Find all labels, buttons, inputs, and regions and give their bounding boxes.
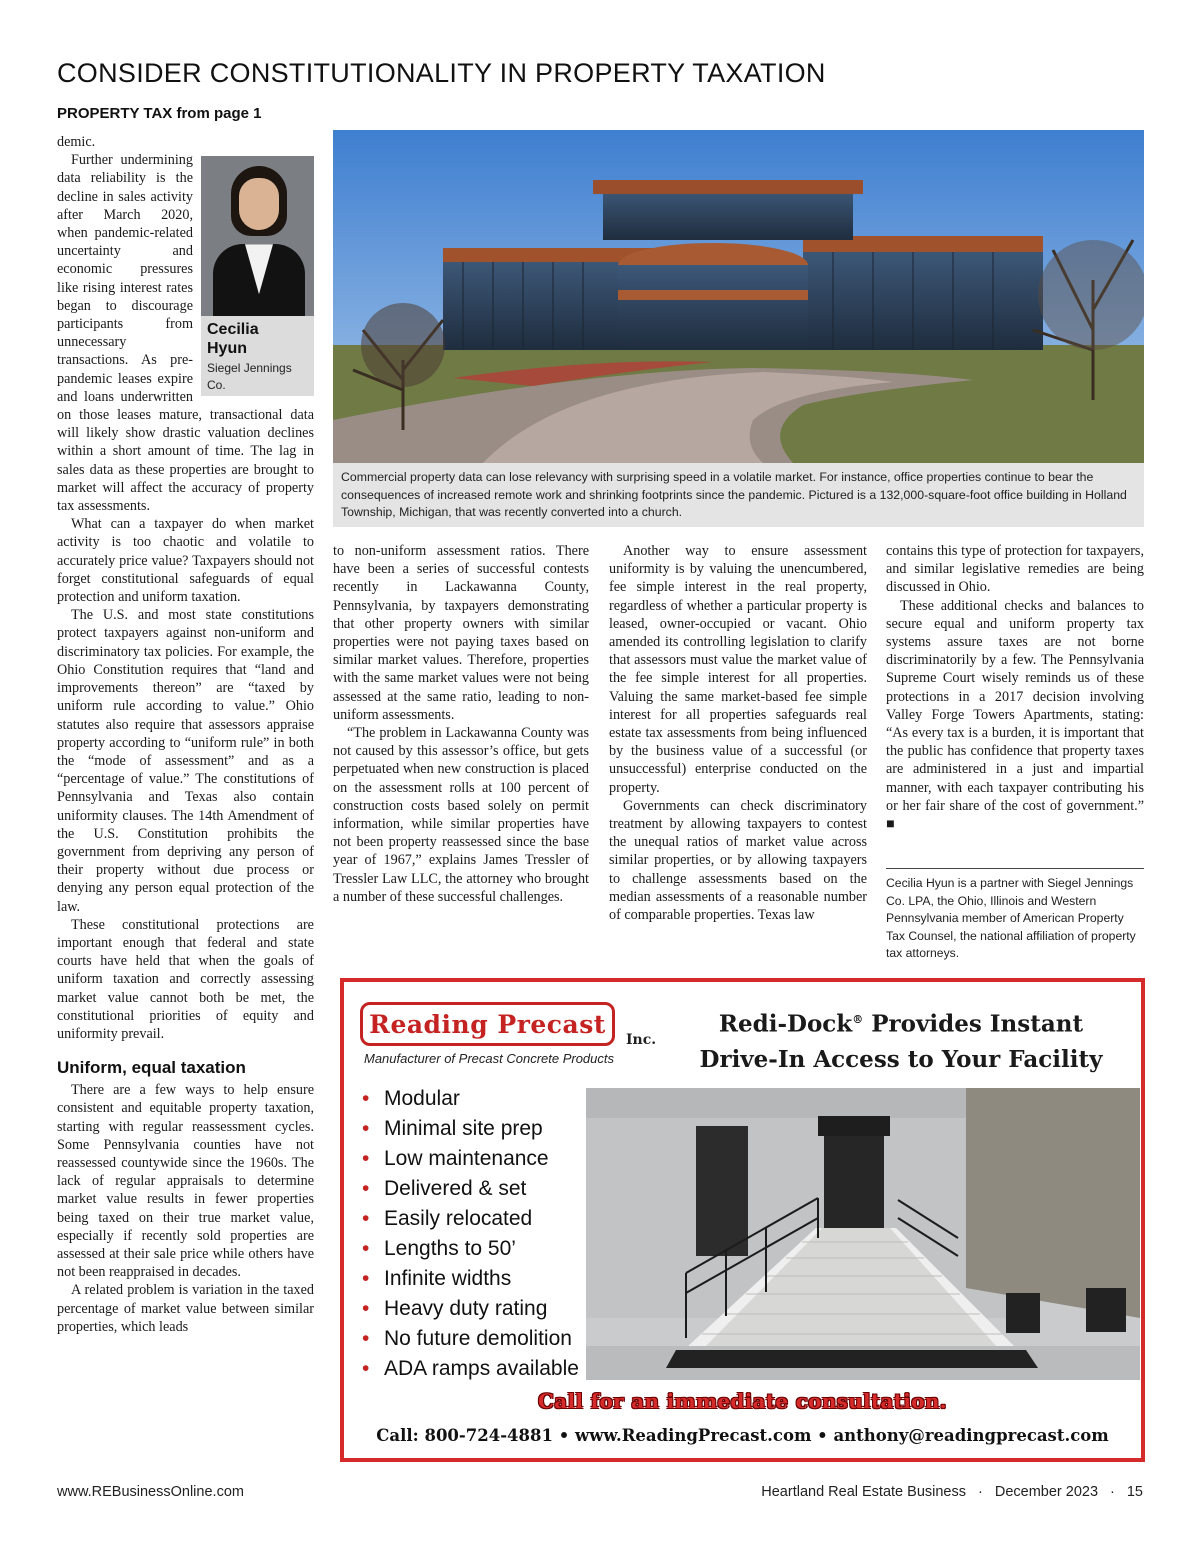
footer-publication-info: Heartland Real Estate Business · December 2023 · 15 bbox=[761, 1484, 1143, 1500]
ad-logo-text: Reading Precast bbox=[369, 1009, 606, 1039]
author-company: Siegel Jennings Co. bbox=[207, 361, 292, 393]
ad-headline: Redi-Dock® Provides Instant Drive-In Access to Your Facility bbox=[699, 1010, 1103, 1073]
article-column-3 bbox=[609, 542, 867, 972]
page-title: CONSIDER CONSTITUTIONALITY IN PROPERTY TAXATION bbox=[57, 58, 826, 88]
list-item: • Heavy duty rating bbox=[362, 1297, 548, 1320]
paragraph: demic. bbox=[57, 134, 96, 150]
paragraph: These constitutional protections are important enough that federal and state courts have held that when the goals of uniform taxation and correctly assessing market value cannot both be met, the constitutional priorities of equity and uniformity prevail. bbox=[57, 916, 314, 1042]
author-bio: Cecilia Hyun is a partner with Siegel Jennings Co. LPA, the Ohio, Illinois and Western Pennsylvania member of American Property Tax Counsel, the national affiliation of property tax attorneys. bbox=[886, 876, 1136, 960]
author-portrait bbox=[201, 156, 314, 316]
paragraph: There are a few ways to help ensure consistent and equitable property taxation, starting with regular reassessment cycles. Some Pennsylvania counties have not reassessed countywide since the 1960s. The lack of regular appraisals to determine market value results in fewer properties being taxed on their true market value, especially if recently sold properties are assessed at their sale price while others have not been reappraised in decades. bbox=[57, 1082, 314, 1281]
list-item: • No future demolition bbox=[362, 1327, 572, 1350]
article-column-2 bbox=[333, 542, 589, 972]
paragraph: Another way to ensure assessment uniformity is by valuing the unencumbered, fee simple interest in the real property, regardless of whether a particular property is leased, owner-occupied or vacant. Ohio amended its controlling legislation to clarify that assessors must value the market value of the fee simple interest for all properties. Valuing the same market-based fee simple interest for all properties safeguards real estate tax assessments from being influenced by the business value of a successful (or unsuccessful) enterprise conducted on the property. bbox=[609, 543, 867, 796]
paragraph: Governments can check discriminatory treatment by allowing taxpayers to contest the unequal ratios of market value across similar properties, or by allowing taxpayers to challenge assessments based on the median assessments of a reasonable number of comparable properties. Texas law bbox=[609, 797, 867, 924]
paragraph: “The problem in Lackawanna County was not caused by this assessor’s office, but gets perpetuated when new construction is placed on the assessment rolls at 100 percent of construction costs based solely on permit information, while similar properties have not been property reassessed since the base year of 1967,” explains James Tressler of Tressler Law LLC, the attorney who brought a number of these successful challenges. bbox=[333, 725, 589, 905]
office-building-photo bbox=[333, 130, 1144, 463]
loading-dock-ramp-photo bbox=[586, 1088, 1140, 1380]
list-item: • Delivered & set bbox=[362, 1177, 527, 1200]
publication-name: Heartland Real Estate Business bbox=[761, 1484, 966, 1500]
paragraph: These additional checks and balances to secure equal and uniform property tax systems assure taxes are not borne discriminatorily by a few. The Pennsylvania Supreme Court wisely reminds us of these protections in a 2017 decision involving Valley Forge Towers Apartments, stating: “As every tax is a burden, it is important that the public has confidence that property taxes are administered in a just and impartial manner, with each taxpayer contributing his or her fair share of the cost of government.” ■ bbox=[886, 597, 1144, 833]
ad-logo bbox=[360, 1002, 615, 1046]
author-photo-box bbox=[201, 156, 314, 396]
paragraph: to non-uniform assessment ratios. There have been a series of successful contests recently in Lackawanna County, Pennsylvania, by taxpayers demonstrating that other property owners with similar properties were not paying taxes based on similar market values. Therefore, properties with the same market values were not being assessed at the same ratio, leading to non-uniform assessments. bbox=[333, 543, 589, 723]
paragraph: The U.S. and most state constitutions protect taxpayers against non-uniform and discriminatory tax policies. For example, the Ohio Constitution requires that “land and improvements thereon” are “taxed by uniform rule according to value.” Ohio statutes also require that assessors appraise property according to “uniform rule” in both the “mode of assessment” and as a “percentage of value.” The constitutions of Pennsylvania and Texas also contain uniformity clauses. The 14th Amendment of the U.S. Constitution prohibits the government from depriving any person of their property without due process or denying any person equal protection of the law. bbox=[57, 607, 314, 915]
page-number: 15 bbox=[1126, 1484, 1143, 1500]
article-column-4 bbox=[886, 542, 1144, 860]
paragraph: What can a taxpayer do when market activity is too chaotic and volatile to accurately price value? Taxpayers should not forget constitutional safeguards of equal protection and uniform taxation. bbox=[57, 516, 314, 606]
issue-date: December 2023 bbox=[994, 1484, 1099, 1500]
list-item: • Infinite widths bbox=[362, 1267, 512, 1290]
footer-website[interactable]: www.REBusinessOnline.com bbox=[57, 1484, 244, 1500]
paragraph: A related problem is variation in the taxed percentage of market value between similar properties, which leads bbox=[57, 1282, 314, 1335]
ad-logo-inc: Inc. bbox=[626, 1032, 657, 1048]
article-column-1 bbox=[57, 133, 314, 1473]
ad-tagline: Manufacturer of Precast Concrete Products bbox=[364, 1051, 615, 1066]
list-item: • Low maintenance bbox=[362, 1147, 549, 1170]
reading-precast-ad[interactable] bbox=[340, 978, 1145, 1462]
paragraph: contains this type of protection for taxpayers, and similar legislative remedies are being discussed in Ohio. bbox=[886, 543, 1144, 596]
section-subhead: Uniform, equal taxation bbox=[57, 1058, 246, 1078]
ad-contact-line[interactable]: Call: 800-724-4881 • www.ReadingPrecast.com • anthony@readingprecast.com bbox=[376, 1426, 1109, 1445]
photo-caption: Commercial property data can lose relevancy with surprising speed in a volatile market. For instance, office properties continue to bear the consequences of increased remote work and shrinking footprints since the pandemic. Pictured is a 132,000-square-foot office building in Holland Township, Michigan, that was recently converted into a church. bbox=[333, 463, 1144, 527]
author-name: Cecilia Hyun bbox=[207, 321, 259, 358]
list-item: • Easily relocated bbox=[362, 1207, 533, 1230]
bio-divider bbox=[886, 868, 1144, 869]
paragraph: Further undermining data reliability is the decline in sales activity after March 2020, when pandemic-related uncertainty and economic pressures like rising interest rates began to discourage participants from unnecessary transactions. As pre-pandemic leases expire and loans underwritten on those leases mature, transactional data will likely show drastic valuation declines within a short amount of time. The lag in sales data as these properties are brought to market will affect the accuracy of property tax assessments. bbox=[57, 152, 314, 515]
list-item: • Minimal site prep bbox=[362, 1117, 543, 1140]
continuation-kicker: PROPERTY TAX from page 1 bbox=[57, 105, 262, 122]
list-item: • ADA ramps available bbox=[362, 1357, 579, 1380]
list-item: • Modular bbox=[362, 1087, 460, 1110]
ad-feature-list bbox=[362, 1084, 579, 1384]
ad-call-to-action: Call for an immediate consultation. bbox=[538, 1389, 947, 1413]
list-item: • Lengths to 50’ bbox=[362, 1237, 516, 1260]
